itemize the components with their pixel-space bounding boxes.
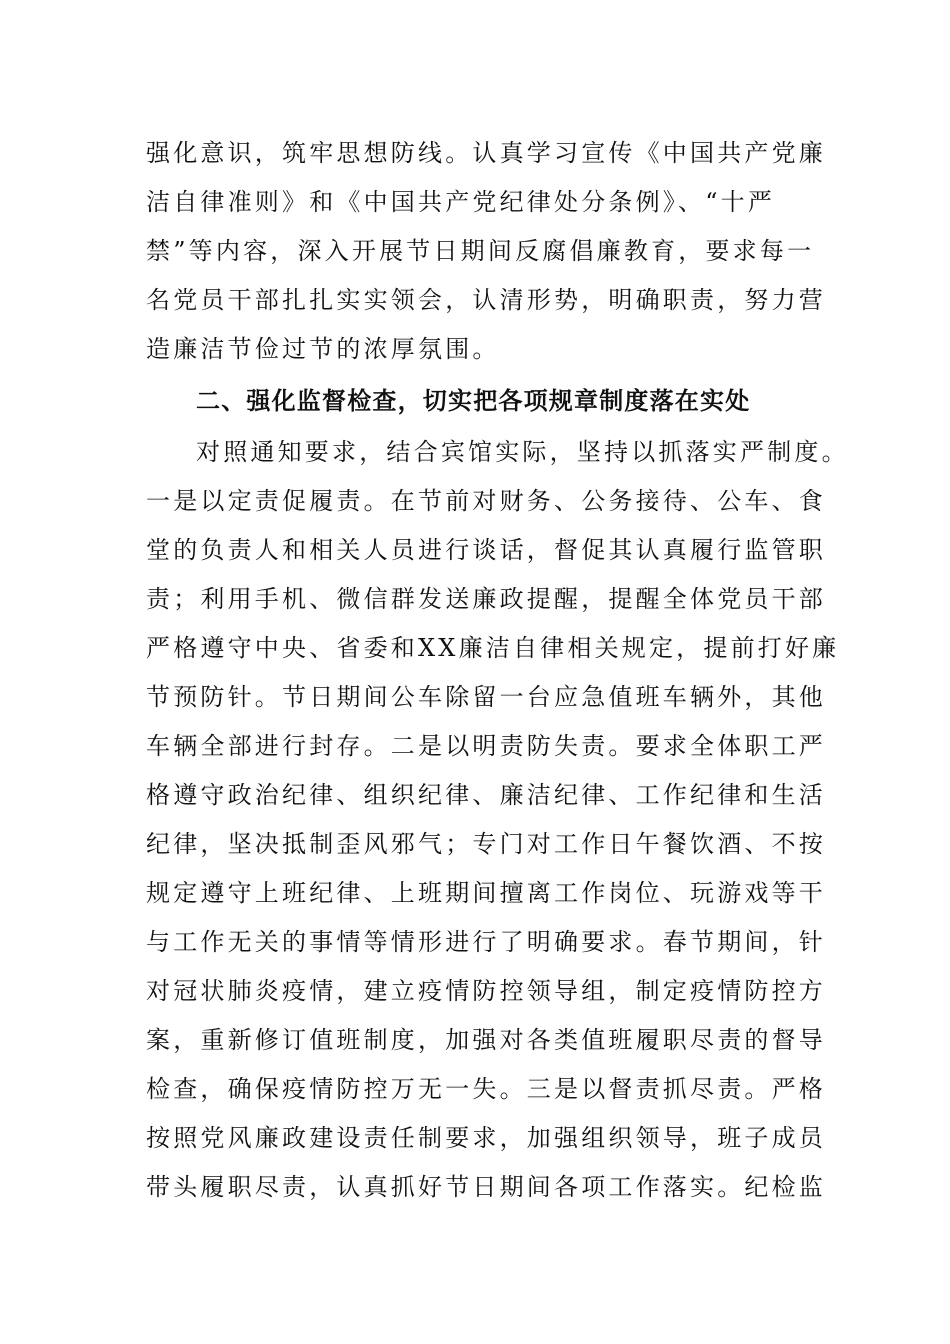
paragraph-2-line-10: 规定遵守上班纪律、上班期间擅离工作岗位、玩游戏等干: [146, 879, 826, 907]
paragraph-2-line-1: 对照通知要求，结合宾馆实际，坚持以抓落实严制度。: [196, 438, 849, 466]
paragraph-2-line-6: 节预防针。节日期间公车除留一台应急值班车辆外，其他: [146, 683, 826, 711]
paragraph-2-line-12: 对冠状肺炎疫情，建立疫情防控领导组，制定疫情防控方: [146, 977, 826, 1005]
paragraph-2-line-4: 责；利用手机、微信群发送廉政提醒，提醒全体党员干部: [146, 585, 826, 613]
paragraph-2-line-9: 纪律，坚决抵制歪风邪气；专门对工作日午餐饮酒、不按: [146, 830, 826, 858]
paragraph-2-line-5: 严格遵守中央、省委和XX廉洁自律相关规定，提前打好廉: [146, 634, 840, 662]
paragraph-2-line-14: 检查，确保疫情防控万无一失。三是以督责抓尽责。严格: [146, 1075, 826, 1103]
paragraph-2-line-15: 按照党风廉政建设责任制要求，加强组织领导，班子成员: [146, 1124, 826, 1152]
paragraph-2-line-11: 与工作无关的事情等情形进行了明确要求。春节期间，针: [146, 928, 826, 956]
paragraph-1-line-4: 名党员干部扎扎实实领会，认清形势，明确职责，努力营: [146, 286, 826, 314]
paragraph-2-line-3: 堂的负责人和相关人员进行谈话，督促其认真履行监管职: [146, 536, 826, 564]
paragraph-1-line-1: 强化意识，筑牢思想防线。认真学习宣传《中国共产党廉: [146, 139, 826, 167]
paragraph-2-line-7: 车辆全部进行封存。二是以明责防失责。要求全体职工严: [146, 732, 826, 760]
paragraph-2-line-8: 格遵守政治纪律、组织纪律、廉洁纪律、工作纪律和生活: [146, 781, 826, 809]
paragraph-1-line-5: 造廉洁节俭过节的浓厚氛围。: [146, 335, 500, 363]
paragraph-1-line-3: 禁”等内容，深入开展节日期间反腐倡廉教育，要求每一: [146, 237, 815, 265]
paragraph-1-line-2: 洁自律准则》和《中国共产党纪律处分条例》、“十严: [146, 188, 776, 216]
paragraph-2-line-16: 带头履职尽责，认真抓好节日期间各项工作落实。纪检监: [146, 1173, 826, 1201]
paragraph-2-line-13: 案，重新修订值班制度，加强对各类值班履职尽责的督导: [146, 1026, 826, 1054]
section-heading: 二、强化监督检查，切实把各项规章制度落在实处: [196, 387, 751, 415]
paragraph-2-line-2: 一是以定责促履责。在节前对财务、公务接待、公车、食: [146, 487, 826, 515]
